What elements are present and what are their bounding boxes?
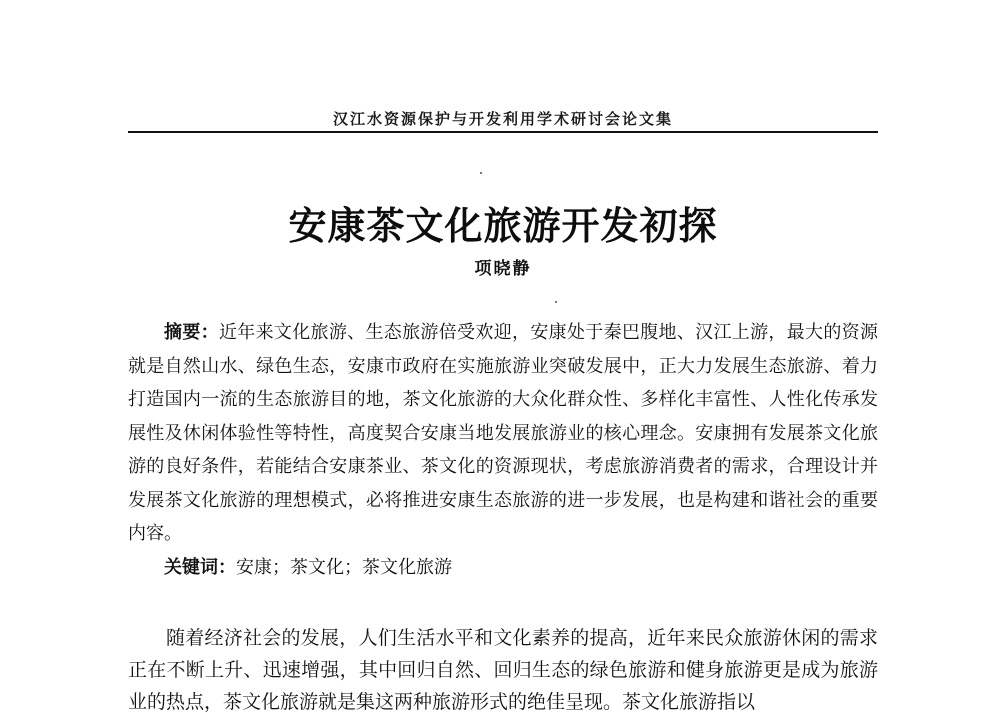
paper-author: 项晓静 [474,259,532,279]
header-rule [128,131,878,133]
keywords-text: 安康；茶文化；茶文化旅游 [236,557,452,578]
abstract-text: 近年来文化旅游、生态旅游倍受欢迎，安康处于秦巴腹地、汉江上游，最大的资源就是自然山水、绿色生态，安康市政府在实施旅游业突破发展中，正大力发展生态旅游、着力打造国内一流的生态旅游目的地，茶文化旅游的大众化群众性、多样化丰富性、人性化传承发展性及休闲体验性等特性，高度契合安康当地发展旅游业的核心理念。安康拥有发展茶文化旅游的良好条件，若能结合安康茶业、茶文化的资源现状，考虑旅游消费者的需求，合理设计并发展茶文化旅游的理想模式，必将推进安康生态旅游的进一步发展，也是构建和谐社会的重要内容。 [128,322,879,544]
abstract [128,316,878,551]
keywords-label: 关键词： [164,557,236,578]
scan-speck [480,172,482,174]
abstract-label: 摘要： [164,322,219,343]
scan-speck [555,301,557,303]
keywords [128,551,878,585]
running-head: 汉江水资源保护与开发利用学术研讨会论文集 [332,110,673,128]
body-paragraph: 随着经济社会的发展，人们生活水平和文化素养的提高，近年来民众旅游休闲的需求正在不断上升、迅速增强，其中回归自然、回归生态的绿色旅游和健身旅游更是成为旅游业的热点，茶文化旅游就是集这两种旅游形式的绝佳呈现。茶文化旅游指以 [128,627,878,713]
paper-title: 安康茶文化旅游开发初探 [288,203,718,248]
